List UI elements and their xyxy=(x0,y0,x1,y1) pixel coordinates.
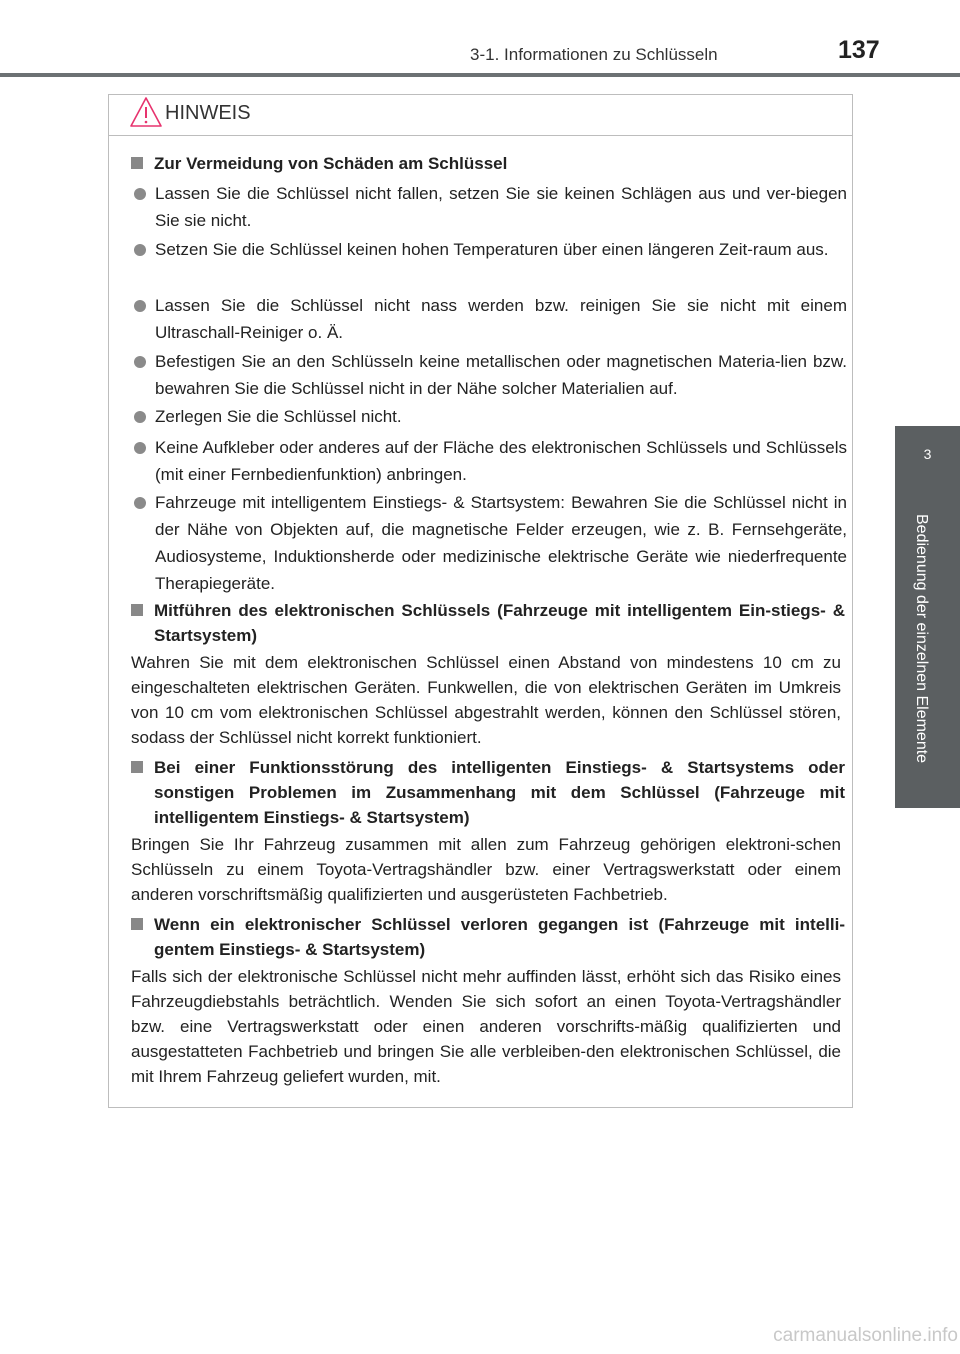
watermark-text: carmanualsonline.info xyxy=(773,1325,958,1346)
list-item-text: Keine Aufkleber oder anderes auf der Fläche des elektronischen Schlüssels und Schlüssels (mit einer Fernbedienfunktion) anbringen. xyxy=(155,438,847,484)
list-item xyxy=(131,236,847,263)
square-bullet-icon xyxy=(131,918,143,930)
paragraph-text: Wahren Sie mit dem elektronischen Schlüssel einen Abstand von mindestens 10 cm zu eingeschalteten elektrischen Geräten. Funkwellen, die von elektrischen Geräten im Umkreis von 10 cm vom elektronischen Schlüssel abgestrahlt werden, können den Schlüssel stören, sodass der Schlüssel nicht korrekt funktioniert. xyxy=(131,653,841,747)
list-item xyxy=(131,180,847,234)
chapter-number: 3 xyxy=(923,446,932,462)
section-heading-text: Zur Vermeidung von Schäden am Schlüssel xyxy=(154,154,508,173)
dot-bullet-icon xyxy=(134,244,146,256)
square-bullet-icon xyxy=(131,157,143,169)
page-number: 137 xyxy=(838,36,880,64)
section-paragraph xyxy=(131,964,841,1089)
dot-bullet-icon xyxy=(134,497,146,509)
dot-bullet-icon xyxy=(134,442,146,454)
section-heading-text: Mitführen des elektronischen Schlüssels (Fahrzeuge mit intelligentem Ein-stiegs- & Startsystem) xyxy=(154,601,845,645)
section-paragraph xyxy=(131,832,841,907)
list-item-text: Befestigen Sie an den Schlüsseln keine metallischen oder magnetischen Materia-lien bzw. bewahren Sie die Schlüssel nicht in der Nähe solcher Materialien auf. xyxy=(155,352,847,398)
notice-title: HINWEIS xyxy=(165,102,251,124)
dot-bullet-icon xyxy=(134,411,146,423)
section-heading-text: Bei einer Funktionsstörung des intelligenten Einstiegs- & Startsystems oder sonstigen Problemen im Zusammenhang mit dem Schlüssel (Fahrzeuge mit intelligentem Einstiegs- & Startsystem) xyxy=(154,758,845,827)
section-paragraph xyxy=(131,650,841,750)
list-item xyxy=(131,292,847,346)
list-item xyxy=(131,348,847,402)
paragraph-text: Bringen Sie Ihr Fahrzeug zusammen mit allen zum Fahrzeug gehörigen elektroni-schen Schlüsseln zu einem Toyota-Vertragshändler bzw. einer Vertragswerkstatt oder einem anderen vorschriftsmäßig qualifizierten und ausgerüsteten Fachbetrieb. xyxy=(131,835,841,904)
header-title: 3-1. Informationen zu Schlüsseln xyxy=(470,45,718,64)
dot-bullet-icon xyxy=(134,188,146,200)
list-item xyxy=(131,489,847,597)
section-heading xyxy=(131,151,845,176)
section-heading-text: Wenn ein elektronischer Schlüssel verloren gegangen ist (Fahrzeuge mit intelli-gentem Einstiegs- & Startsystem) xyxy=(154,915,845,959)
dot-bullet-icon xyxy=(134,356,146,368)
square-bullet-icon xyxy=(131,761,143,773)
notice-box xyxy=(108,94,853,1108)
paragraph-text: Falls sich der elektronische Schlüssel nicht mehr auffinden lässt, erhöht sich das Risiko eines Fahrzeugdiebstahls beträchtlich. Wenden Sie sich sofort an einen Toyota-Vertragshändler bzw. eine Vertragswerkstatt oder einen anderen vorschrifts-mäßig qualifizierten und ausgestatteten Fachbetrieb und bringen Sie alle verbleiben-den elektronischen Schlüssel, die mit Ihrem Fahrzeug geliefert wurden, mit. xyxy=(131,967,841,1086)
section-heading xyxy=(131,912,845,962)
section-heading xyxy=(131,755,845,830)
list-item xyxy=(131,403,847,430)
chapter-side-tab[interactable] xyxy=(895,426,960,808)
list-item-text: Fahrzeuge mit intelligentem Einstiegs- & Startsystem: Bewahren Sie die Schlüssel nicht in der Nähe von Objekten auf, die magnetische Felder erzeugen, wie z. B. Fernsehgeräte, Audiosysteme, Induktionsherde oder medizinische elektrische Geräte wie niederfrequente Therapiegeräte. xyxy=(155,493,847,593)
chapter-title: Bedienung der einzelnen Elemente xyxy=(913,514,930,764)
list-item-text: Setzen Sie die Schlüssel keinen hohen Temperaturen über einen längeren Zeit-raum aus. xyxy=(155,240,829,259)
dot-bullet-icon xyxy=(134,300,146,312)
notice-header xyxy=(109,95,852,136)
square-bullet-icon xyxy=(131,604,143,616)
warning-triangle-icon xyxy=(129,95,163,134)
list-item xyxy=(131,434,847,488)
list-item-text: Lassen Sie die Schlüssel nicht fallen, setzen Sie sie keinen Schlägen aus und ver-biegen Sie sie nicht. xyxy=(155,184,847,230)
list-item-text: Lassen Sie die Schlüssel nicht nass werden bzw. reinigen Sie sie nicht mit einem Ultraschall-Reiniger o. Ä. xyxy=(155,296,847,342)
header-rule xyxy=(0,73,960,77)
list-item-text: Zerlegen Sie die Schlüssel nicht. xyxy=(155,407,402,426)
section-heading xyxy=(131,598,845,648)
